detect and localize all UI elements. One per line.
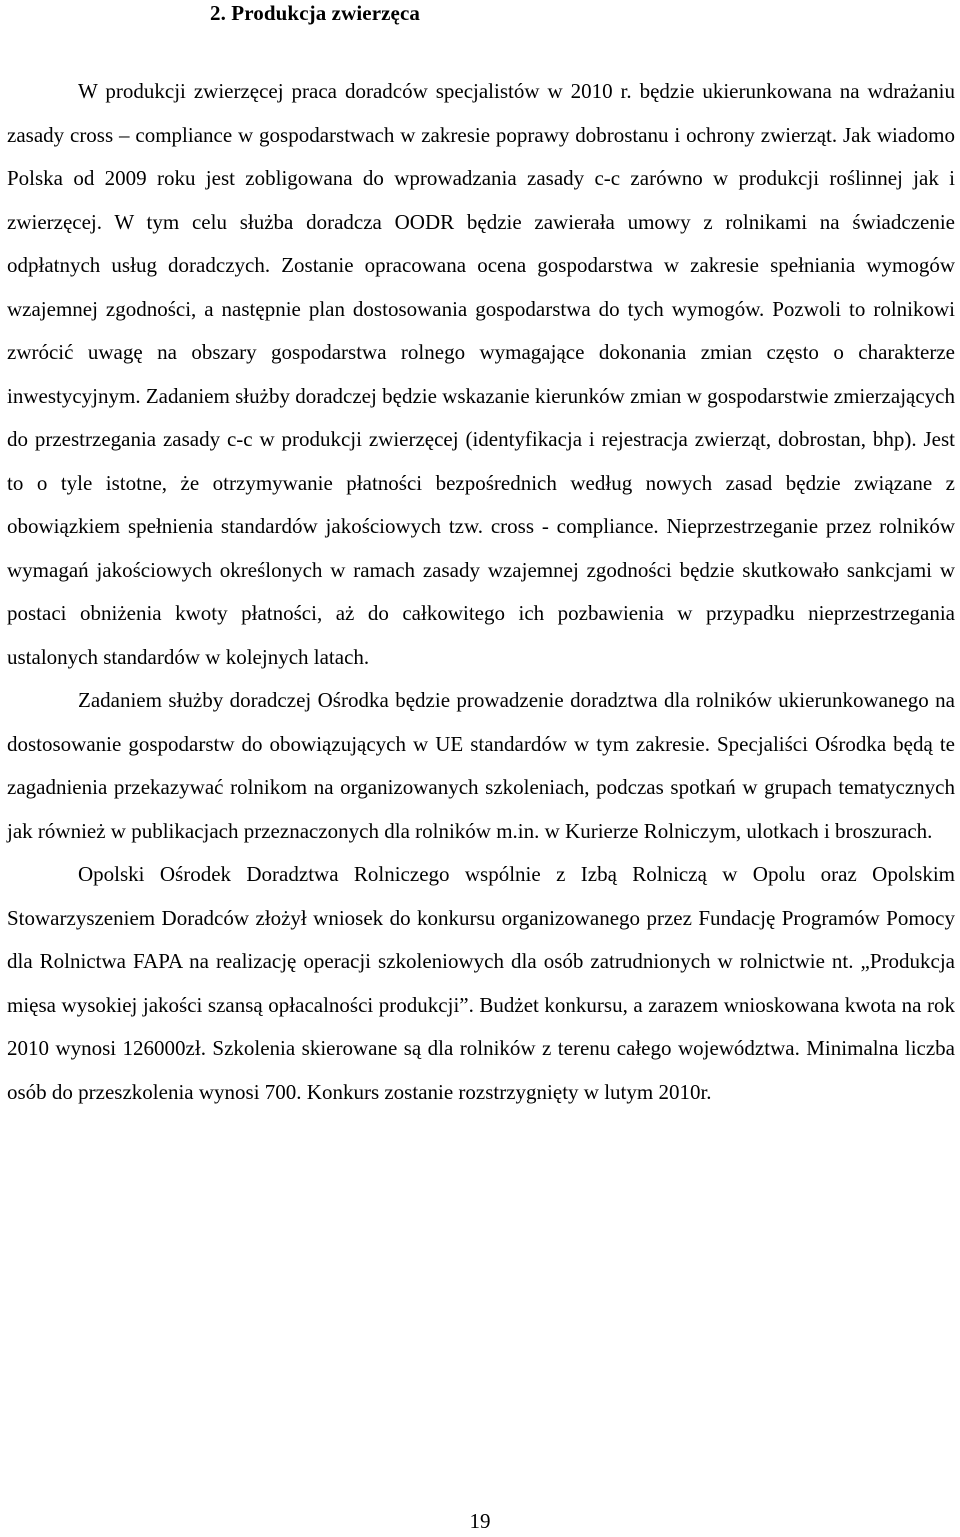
- page-number: 19: [469, 1509, 491, 1533]
- paragraph-advisory-service: Zadaniem służby doradczej Ośrodka będzie prowadzenie doradztwa dla rolników ukierunkowanego na dostosowanie gospodarstw do obowiązujących w UE standardów w tym zakresie. Specjaliści Ośrodka będą te zagadnienia przekazywać rolnikom na organizowanych szkoleniach, podczas spotkań w grupach tematycznych jak również w publikacjach przeznaczonych dla rolników m.in. w Kurierze Rolniczym, ulotkach i broszurach.: [7, 688, 955, 843]
- section-heading: 2. Produkcja zwierzęca: [210, 1, 420, 25]
- paragraph-training-application: Opolski Ośrodek Doradztwa Rolniczego wspólnie z Izbą Rolniczą w Opolu oraz Opolskim Stowarzyszeniem Doradców złożył wniosek do konkursu organizowanego przez Fundację Programów Pomocy dla Rolnictwa FAPA na realizację operacji szkoleniowych dla osób zatrudnionych w rolnictwie nt. „Produkcja mięsa wysokiej jakości szansą opłacalności produkcji”. Budżet konkursu, a zarazem wnioskowana kwota na rok 2010 wynosi 126000zł. Szkolenia skierowane są dla rolników z terenu całego województwa. Minimalna liczba osób do przeszkolenia wynosi 700. Konkurs zostanie rozstrzygnięty w lutym 2010r.: [7, 862, 955, 1104]
- paragraph-animal-production: W produkcji zwierzęcej praca doradców specjalistów w 2010 r. będzie ukierunkowana na wdrażaniu zasady cross – compliance w gospodarstwach w zakresie poprawy dobrostanu i ochrony zwierząt. Jak wiadomo Polska od 2009 roku jest zobligowana do wprowadzania zasady c-c zarówno w produkcji roślinnej jak i zwierzęcej. W tym celu służba doradcza OODR będzie zawierała umowy z rolnikami na świadczenie odpłatnych usług doradczych. Zostanie opracowana ocena gospodarstwa w zakresie spełniania wymogów wzajemnej zgodności, a następnie plan dostosowania gospodarstwa do tych wymogów. Pozwoli to rolnikowi zwrócić uwagę na obszary gospodarstwa rolnego wymagające dokonania zmian często o charakterze inwestycyjnym. Zadaniem służby doradczej będzie wskazanie kierunków zmian w gospodarstwie zmierzających do przestrzegania zasady c-c w produkcji zwierzęcej (identyfikacja i rejestracja zwierząt, dobrostan, bhp). Jest to o tyle istotne, że otrzymywanie płatności bezpośrednich według nowych zasad będzie związane z obowiązkiem spełnienia standardów jakościowych tzw. cross - compliance. Nieprzestrzeganie przez rolników wymagań jakościowych określonych w ramach zasady wzajemnej zgodności będzie skutkowało sankcjami w postaci obniżenia kwoty płatności, aż do całkowitego ich pozbawienia w przypadku nieprzestrzegania ustalonych standardów w kolejnych latach.: [7, 79, 955, 669]
- document-page: [7, 0, 955, 1114]
